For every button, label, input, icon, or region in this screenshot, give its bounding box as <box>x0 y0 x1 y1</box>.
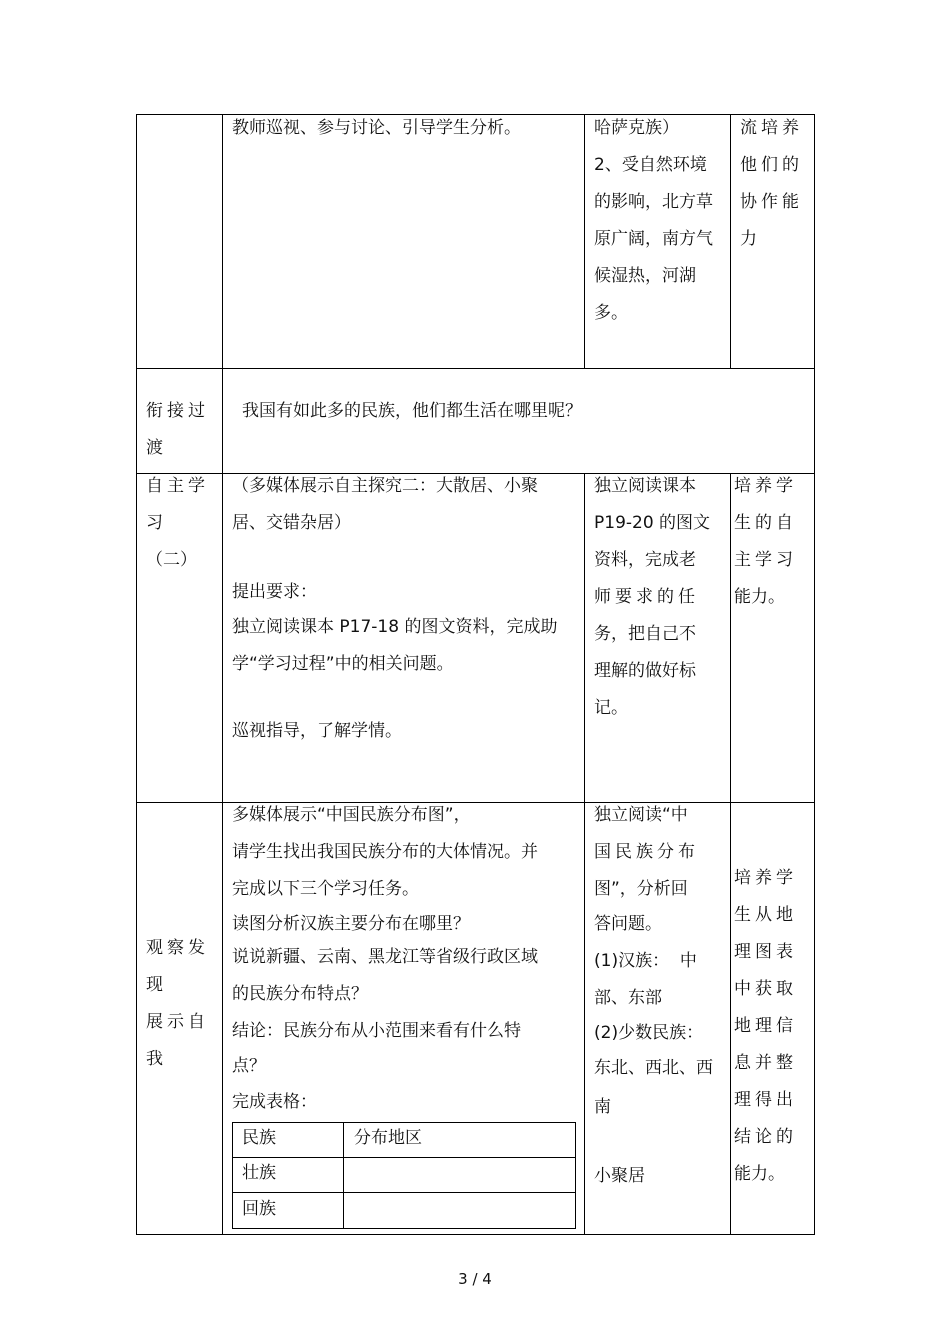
row1-teacher-text: 教师巡视、参与讨论、引导学生分析。 <box>232 118 521 138</box>
table-header-ethnic: 民族 <box>242 1128 276 1148</box>
col-divider-2b <box>584 473 585 1235</box>
table-border-right <box>814 114 815 1235</box>
table-cell: 回族 <box>242 1199 276 1219</box>
document-page: 教师巡视、参与讨论、引导学生分析。 哈萨克族） 2、受自然环境 的影响，北方草 原广阔，南方气 候湿热，河湖 多。 流培养 他们的 协作能 力 衔接过 渡 我国有如此多的民族，他们都生活在哪里呢？ 自主学 习 （二） （多媒体展示自主探究二：大散居、小聚 居、交错杂居） 提出要求： 独立阅读课本 P17-18 的图文资料，完成助 学“学习过程”中的相关问题。 巡视指导，了解学情。 独立阅读课本 P19-20 的图文 资料，完成老 师要求的任 务，把自己不 理解的做好标 记。 培养学 生的自 主学习 能力。 观察发 现 展示自 我 多媒体展示“中国民族分布图”， 请学生找出我国民族分布的大体情况。并 完成以下三个学习任务。 读图分析汉族主要分布在哪里？ 说说新疆、云南、黑龙江等省级行政区域 的民族分布特点？ 结论：民族分布从小范围来看有什么特 点？ 完成表格： 民族 分布地区 壮族 回族 独立阅读“中 国民族分布 图”，分析回 答问题。 (1)汉族： 中 部、东部 (2)少数民族： 东北、西北、西 南 小聚居 培养学 生从地 理图表 中获取 地理信 息并整 理得出 结论的 能力。 3 / 4 <box>0 0 950 1344</box>
table-cell: 壮族 <box>242 1163 276 1183</box>
col-divider-3b <box>730 473 731 1235</box>
row-divider-1 <box>136 368 815 369</box>
page-number: 3 / 4 <box>458 1270 492 1288</box>
col-divider-3 <box>730 114 731 368</box>
col-divider-2 <box>584 114 585 368</box>
table-header-region: 分布地区 <box>354 1128 422 1148</box>
table-border-bottom <box>136 1234 815 1235</box>
table-border-left <box>136 114 137 1235</box>
col-divider-1 <box>222 114 223 1235</box>
row2-content-text: 我国有如此多的民族，他们都生活在哪里呢？ <box>242 401 582 421</box>
